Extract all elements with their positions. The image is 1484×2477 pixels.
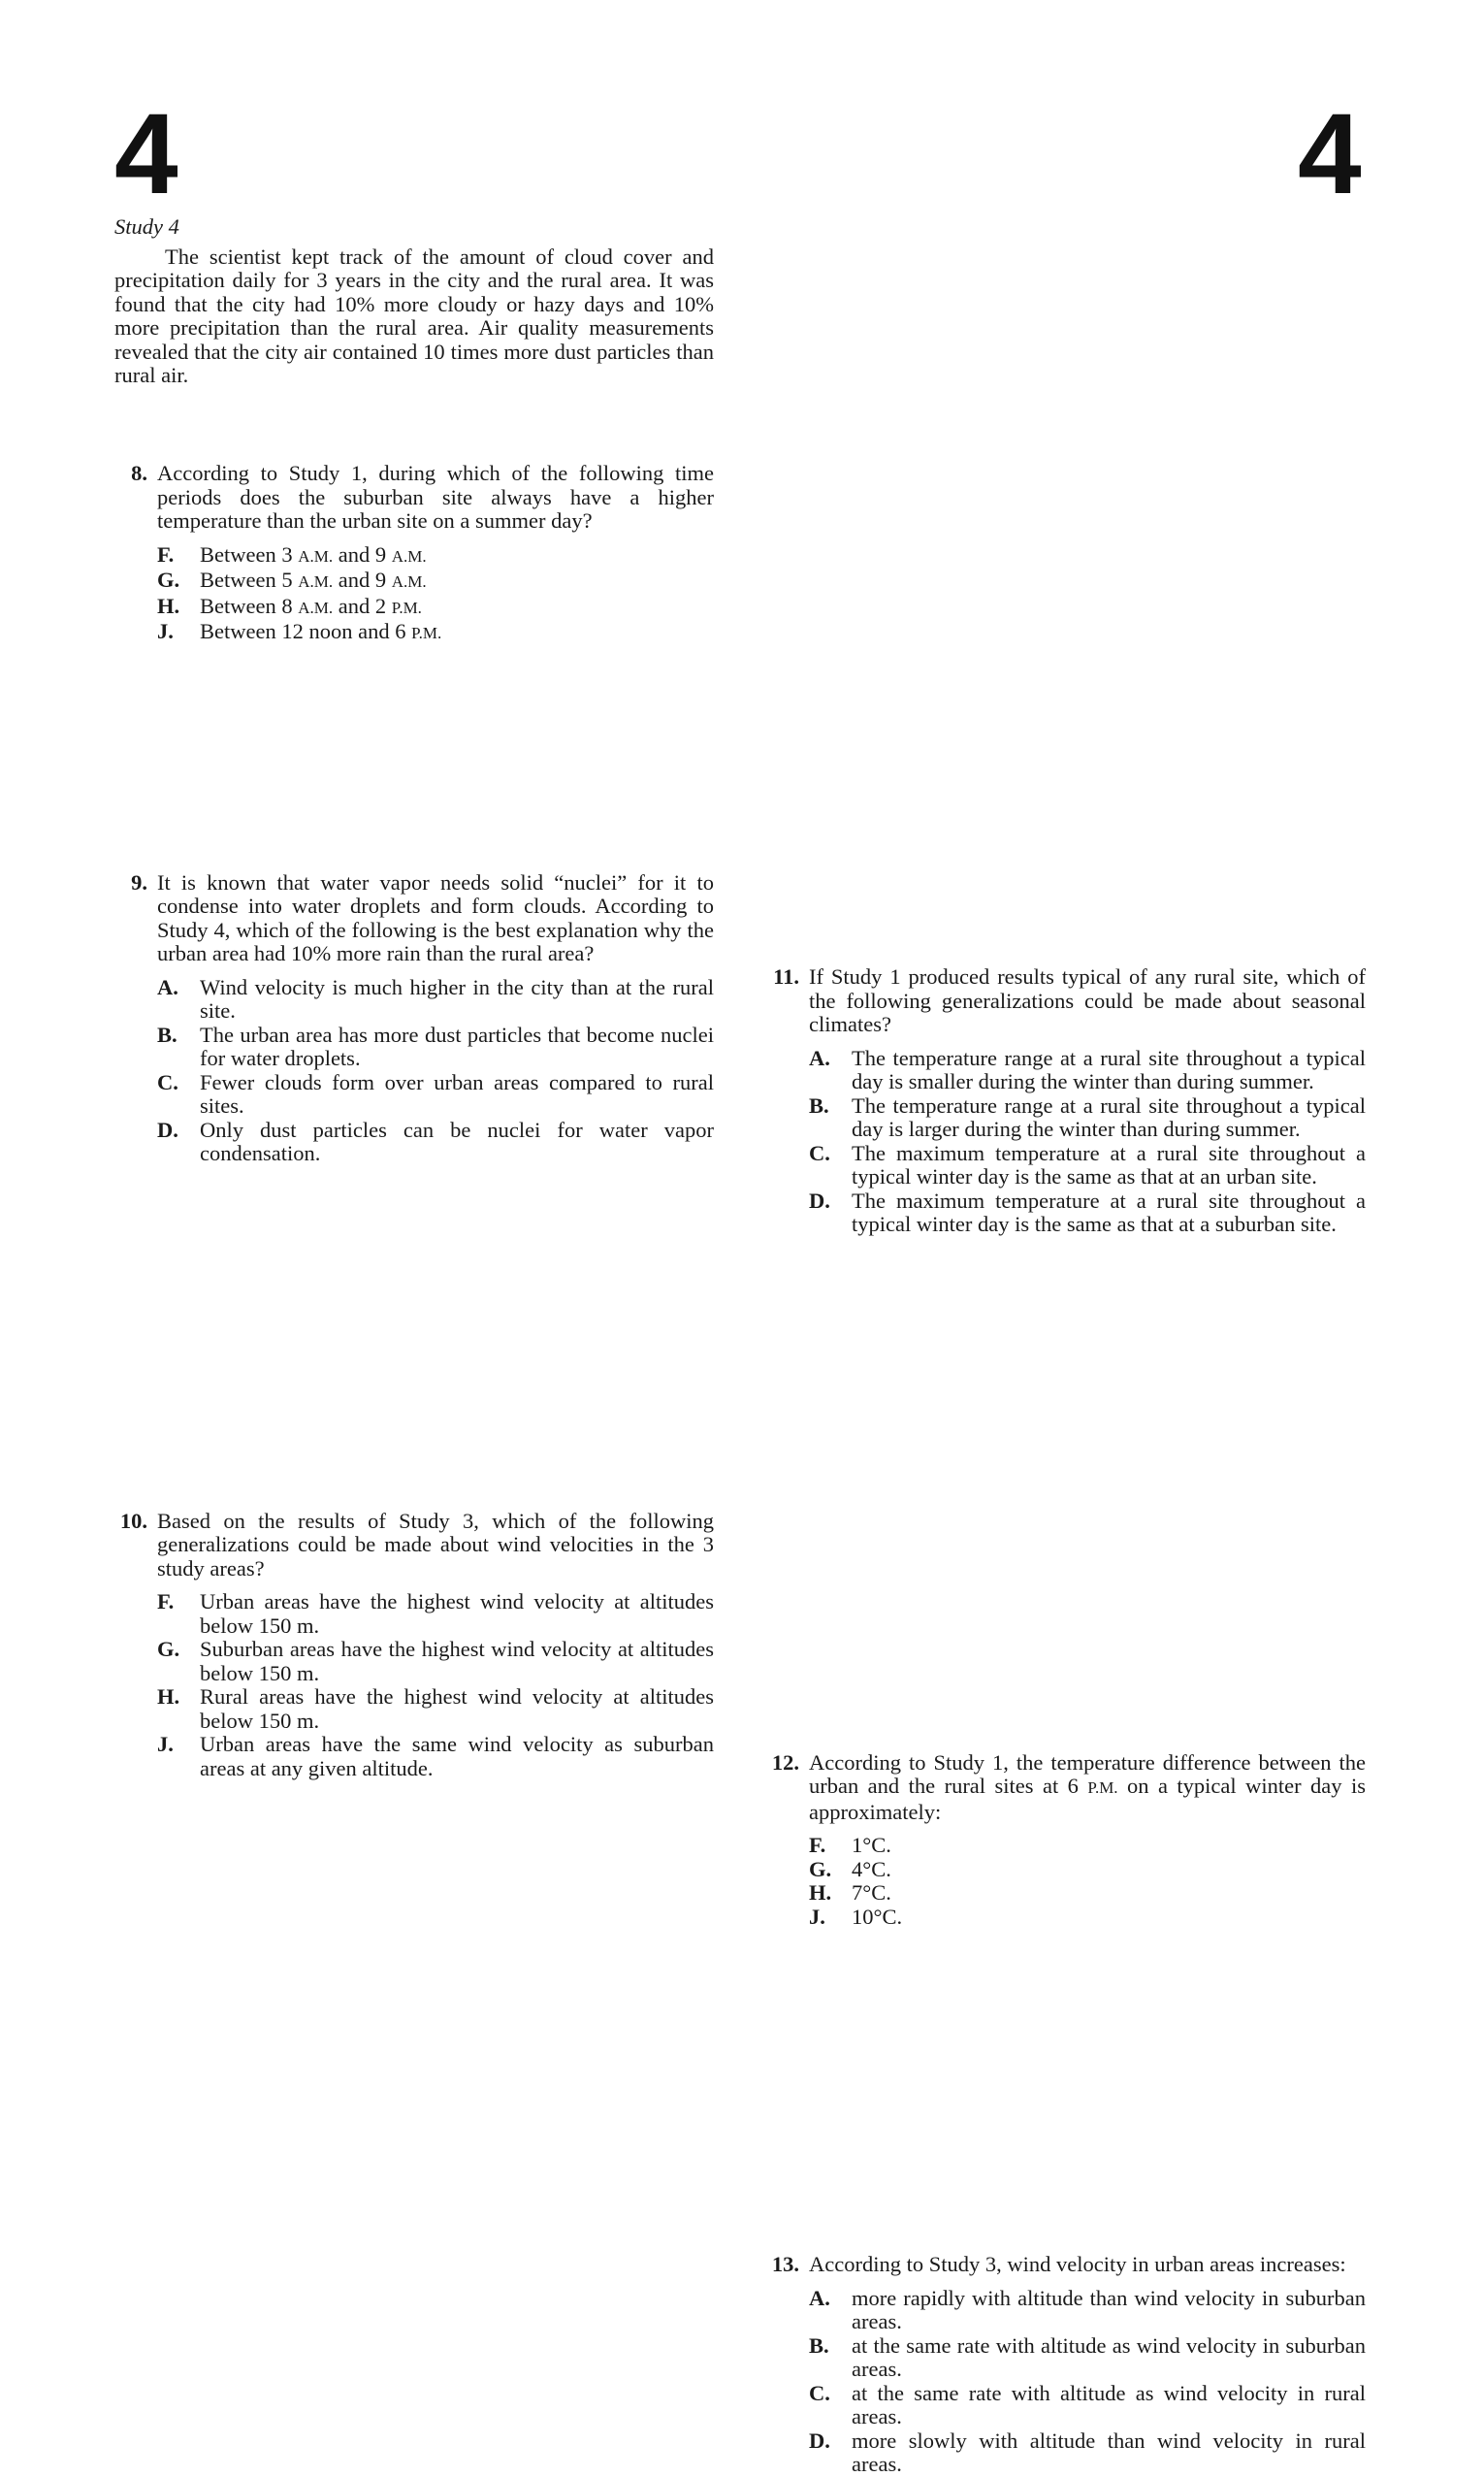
answer-option-j[interactable]	[157, 620, 714, 646]
question-number: 11.	[773, 964, 799, 989]
question-number: 13.	[771, 2252, 799, 2276]
answer-option-h[interactable]	[157, 1685, 714, 1733]
option-letter: F.	[157, 541, 175, 567]
option-letter: J.	[157, 619, 174, 643]
question-11	[766, 965, 1366, 1237]
option-text: 4°C.	[852, 1856, 891, 1881]
option-text: The maximum temperature at a rural site throughout a typical winter day is the same as that at a suburban site.	[852, 1188, 1366, 1236]
study-paragraph: The scientist kept track of the amount of cloud cover and precipitation daily for 3 years in the city and the rural area. It was found that the city had 10% more cloudy or hazy days and 10% more precipitation than the rural area. Air quality measurements revealed that the city air contained 10 times more dust particles than rural air.	[114, 244, 714, 387]
option-text: at the same rate with altitude as wind velocity in suburban areas.	[852, 2332, 1366, 2381]
option-letter: G.	[157, 568, 180, 592]
answer-option-c[interactable]	[157, 1071, 714, 1119]
option-letter: D.	[809, 2428, 830, 2453]
option-text: 1°C.	[852, 1833, 891, 1857]
answer-option-h[interactable]	[809, 1881, 1366, 1906]
option-text: Suburban areas have the highest wind velocity at altitudes below 150 m.	[200, 1637, 714, 1685]
option-text: Wind velocity is much higher in the city than at the rural site.	[200, 974, 714, 1023]
question-stem: Based on the results of Study 3, which of the following generalizations could be made about wind velocities in the 3 study areas?	[157, 1508, 714, 1581]
option-text: The temperature range at a rural site throughout a typical day is larger during the winter than during summer.	[852, 1092, 1366, 1141]
answer-option-a[interactable]	[809, 2287, 1366, 2334]
question-stem: According to Study 3, wind velocity in urban areas increases:	[809, 2252, 1346, 2276]
question-stem: If Study 1 produced results typical of any rural site, which of the following generalizations could be made about seasonal climates?	[809, 964, 1366, 1036]
option-text: Fewer clouds form over urban areas compared to rural sites.	[200, 1069, 714, 1118]
option-letter: F.	[157, 1589, 175, 1613]
question-10	[114, 1510, 714, 1781]
study-heading: Study 4	[114, 214, 179, 239]
answer-option-c[interactable]	[809, 2382, 1366, 2429]
option-text: more rapidly with altitude than wind velocity in suburban areas.	[852, 2285, 1366, 2333]
answer-option-c[interactable]	[809, 1142, 1366, 1190]
option-text: at the same rate with altitude as wind velocity in rural areas.	[852, 2380, 1366, 2428]
answer-option-g[interactable]	[157, 1638, 714, 1685]
answer-option-j[interactable]	[157, 1733, 714, 1780]
option-text: Urban areas have the same wind velocity as suburban areas at any given altitude.	[200, 1732, 714, 1780]
option-text: Between 3 A.M. and 9 A.M.	[200, 541, 427, 567]
option-letter: H.	[157, 1684, 180, 1709]
answer-option-h[interactable]	[157, 595, 714, 621]
section-number-right: 4	[1298, 90, 1362, 218]
option-letter: C.	[157, 1069, 178, 1094]
question-number: 12.	[771, 1749, 799, 1775]
question-9	[114, 871, 714, 1166]
option-text: Rural areas have the highest wind velocity at altitudes below 150 m.	[200, 1684, 714, 1733]
option-text: Only dust particles can be nuclei for water vapor condensation.	[200, 1117, 714, 1165]
option-letter: J.	[809, 1904, 825, 1929]
answer-option-a[interactable]	[809, 1047, 1366, 1094]
section-number-left: 4	[114, 90, 178, 218]
answer-option-b[interactable]	[809, 2334, 1366, 2382]
answer-option-g[interactable]	[157, 569, 714, 595]
option-letter: B.	[809, 1092, 829, 1118]
answer-option-d[interactable]	[157, 1119, 714, 1166]
option-text: The temperature range at a rural site throughout a typical day is smaller during the winter than during summer.	[852, 1045, 1366, 1093]
question-13	[766, 2253, 1366, 2477]
option-text: more slowly with altitude than wind velocity in rural areas.	[852, 2428, 1366, 2476]
option-letter: H.	[809, 1880, 832, 1905]
answer-option-d[interactable]	[809, 2429, 1366, 2477]
study4-block	[114, 215, 714, 388]
option-text: 10°C.	[852, 1904, 903, 1929]
question-number: 9.	[131, 869, 147, 895]
answer-option-a[interactable]	[157, 976, 714, 1024]
option-text: Urban areas have the highest wind velocity at altitudes below 150 m.	[200, 1589, 714, 1638]
option-letter: A.	[157, 974, 178, 999]
option-text: The urban area has more dust particles that become nuclei for water droplets.	[200, 1022, 714, 1070]
option-letter: G.	[157, 1637, 180, 1661]
option-letter: A.	[809, 2285, 830, 2310]
option-letter: D.	[809, 1188, 830, 1213]
option-text: Between 12 noon and 6 P.M.	[200, 619, 442, 643]
answer-option-f[interactable]	[157, 543, 714, 570]
answer-option-f[interactable]	[157, 1590, 714, 1638]
option-text: The maximum temperature at a rural site throughout a typical winter day is the same as that at an urban site.	[852, 1140, 1366, 1189]
answer-option-d[interactable]	[809, 1190, 1366, 1237]
answer-option-f[interactable]	[809, 1834, 1366, 1858]
question-number: 10.	[119, 1508, 147, 1533]
question-12	[766, 1751, 1366, 1930]
question-stem: According to Study 1, the temperature difference between the urban and the rural sites at 6 P.M. on a typical winter day is approximately:	[809, 1749, 1366, 1824]
option-letter: G.	[809, 1856, 832, 1881]
option-letter: B.	[809, 2332, 829, 2358]
option-text: Between 8 A.M. and 2 P.M.	[200, 593, 422, 618]
option-letter: B.	[157, 1022, 177, 1047]
option-letter: A.	[809, 1045, 830, 1070]
option-letter: C.	[809, 2380, 830, 2405]
option-text: 7°C.	[852, 1880, 891, 1905]
option-letter: D.	[157, 1117, 178, 1142]
answer-option-b[interactable]	[809, 1094, 1366, 1142]
option-letter: J.	[157, 1732, 174, 1756]
answer-option-g[interactable]	[809, 1858, 1366, 1882]
question-stem: According to Study 1, during which of the following time periods does the suburban site always have a higher temperature than the urban site on a summer day?	[157, 461, 714, 533]
answer-option-j[interactable]	[809, 1906, 1366, 1930]
question-8	[114, 462, 714, 646]
option-letter: F.	[809, 1833, 826, 1857]
answer-option-b[interactable]	[157, 1024, 714, 1071]
option-text: Between 5 A.M. and 9 A.M.	[200, 568, 427, 592]
question-number: 8.	[131, 461, 147, 485]
question-stem: It is known that water vapor needs solid “nuclei” for it to condense into water droplets and form clouds. According to Study 4, which of the following is the best explanation why the urban area had 10% more rain than the rural area?	[157, 869, 714, 965]
option-letter: C.	[809, 1140, 830, 1165]
option-letter: H.	[157, 593, 180, 618]
